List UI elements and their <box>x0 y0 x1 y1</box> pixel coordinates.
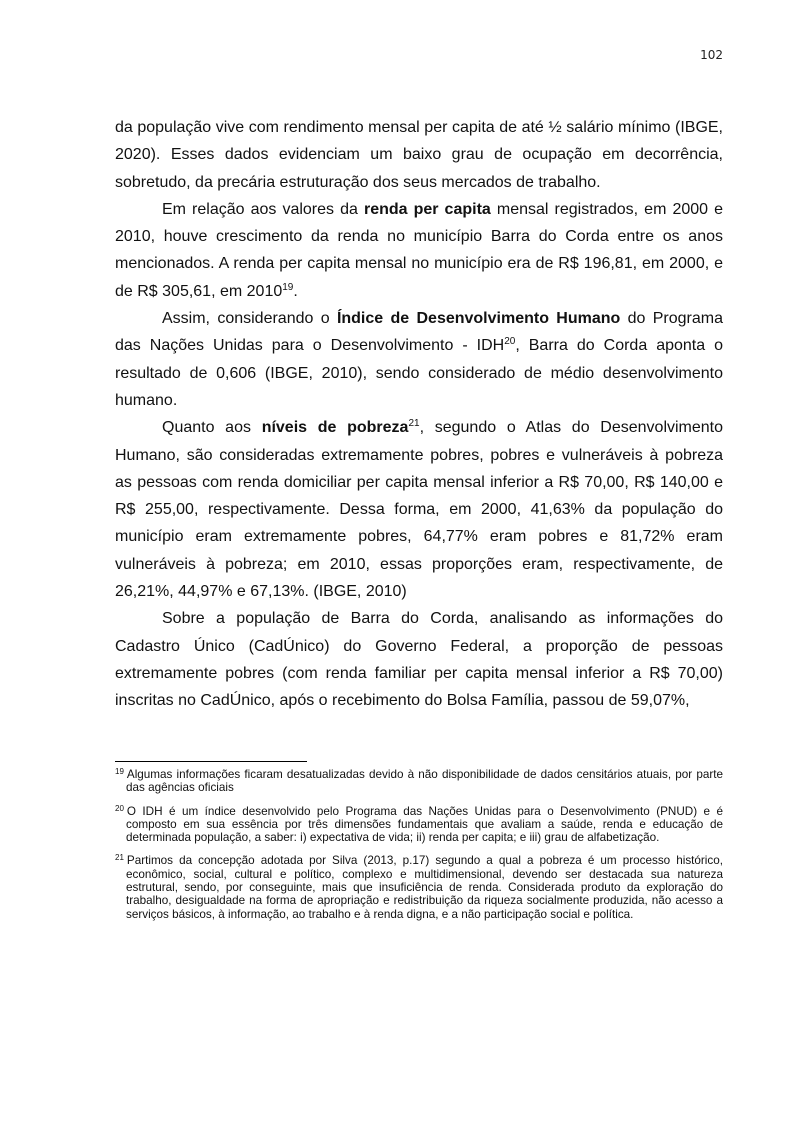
footnote-number: 19 <box>115 767 124 776</box>
footnote-ref-20[interactable]: 20 <box>504 336 516 348</box>
paragraph-3 <box>115 305 723 414</box>
paragraph-4-text-b: , segundo o Atlas do Desenvolvimento Humano, são consideradas extremamente pobres, pobres e vulneráveis à pobreza as pessoas com renda domiciliar per capita mensal inferior a R$ 70,00, R$ 140,00 e R$ 255,00, respectivamente. Dessa forma, em 2000, 41,63% da população do município eram extremamente pobres, 64,77% eram pobres e 81,72% eram vulneráveis à pobreza; em 2010, essas proporções eram, respectivamente, de 26,21%, 44,97% e 67,13%. (IBGE, 2010) <box>115 419 724 601</box>
footnote-text: Algumas informações ficaram desatualizadas devido à não disponibilidade de dados censitários atuais, por parte das agências oficiais <box>126 768 723 795</box>
body-text <box>115 114 723 715</box>
paragraph-2-text-a: Em relação aos valores da <box>162 200 364 218</box>
paragraph-3-text-b: do Programa das Nações Unidas para o Desenvolvimento - IDH <box>115 310 723 355</box>
paragraph-2-text-b: mensal registrados, em 2000 e 2010, houve crescimento da renda no município Barra do Corda entre os anos mencionados. A renda per capita mensal no município era de R$ 196,81, em 2000, e de R$ 305,61, em 2010 <box>115 200 724 300</box>
paragraph-3-text-a: Assim, considerando o <box>162 310 337 328</box>
paragraph-2-text-c: . <box>293 282 298 300</box>
paragraph-4-bold-term: níveis de pobreza <box>261 419 409 437</box>
paragraph-1: da população vive com rendimento mensal per capita de até ½ salário mínimo (IBGE, 2020). Esses dados evidenciam um baixo grau de ocupação em decorrência, sobretudo, da precária estruturação dos seus mercados de trabalho. <box>115 119 723 191</box>
footnote-ref-21[interactable]: 21 <box>408 418 420 430</box>
footnote-number: 20 <box>115 803 124 813</box>
footnote-20 <box>115 805 723 845</box>
paragraph-4-text-a: Quanto aos <box>162 419 262 437</box>
paragraph-3-text-c: , Barra do Corda aponta o resultado de 0,606 (IBGE, 2010), sendo considerado de médio desenvolvimento humano. <box>115 337 724 409</box>
footnote-ref-19[interactable]: 19 <box>282 281 294 293</box>
footnote-19 <box>115 768 723 795</box>
footnote-number: 21 <box>115 853 124 863</box>
footnote-separator <box>115 761 307 762</box>
page-number: 102 <box>700 48 723 62</box>
paragraph-3-bold-term: Índice de Desenvolvimento Humano <box>336 310 621 328</box>
paragraph-5: Sobre a população de Barra do Corda, analisando as informações do Cadastro Único (CadÚnico) do Governo Federal, a proporção de pessoas extremamente pobres (com renda familiar per capita mensal inferior a R$ 70,00) inscritas no CadÚnico, após o recebimento do Bolsa Família, passou de 59,07%, <box>115 610 723 710</box>
footnote-text: Partimos da concepção adotada por Silva (2013, p.17) segundo a qual a pobreza é um processo histórico, econômico, social, cultural e político, complexo e multidimensional, devendo ser destacada sua natureza estrutural, sendo, por conseguinte, mais que insuficiência de renda. Considerada produto da exploração do trabalho, desigualdade na forma de apropriação e redistribuição da riqueza socialmente produzida, não acesso a serviços básicos, à informação, ao trabalho e à renda digna, e a não participação social e política. <box>126 854 723 921</box>
paragraph-2 <box>115 196 723 305</box>
footnote-21 <box>115 854 723 920</box>
footnotes <box>115 768 723 931</box>
paragraph-2-bold-term: renda per capita <box>363 200 491 218</box>
paragraph-4 <box>115 414 723 605</box>
footnote-text: O IDH é um índice desenvolvido pelo Programa das Nações Unidas para o Desenvolvimento (PNUD) e é composto em sua essência por três dimensões fundamentais que avaliam a saúde, renda e educação de determinada população, a saber: i) expectativa de vida; ii) renda per capita; e iii) grau de alfabetização. <box>126 804 723 845</box>
